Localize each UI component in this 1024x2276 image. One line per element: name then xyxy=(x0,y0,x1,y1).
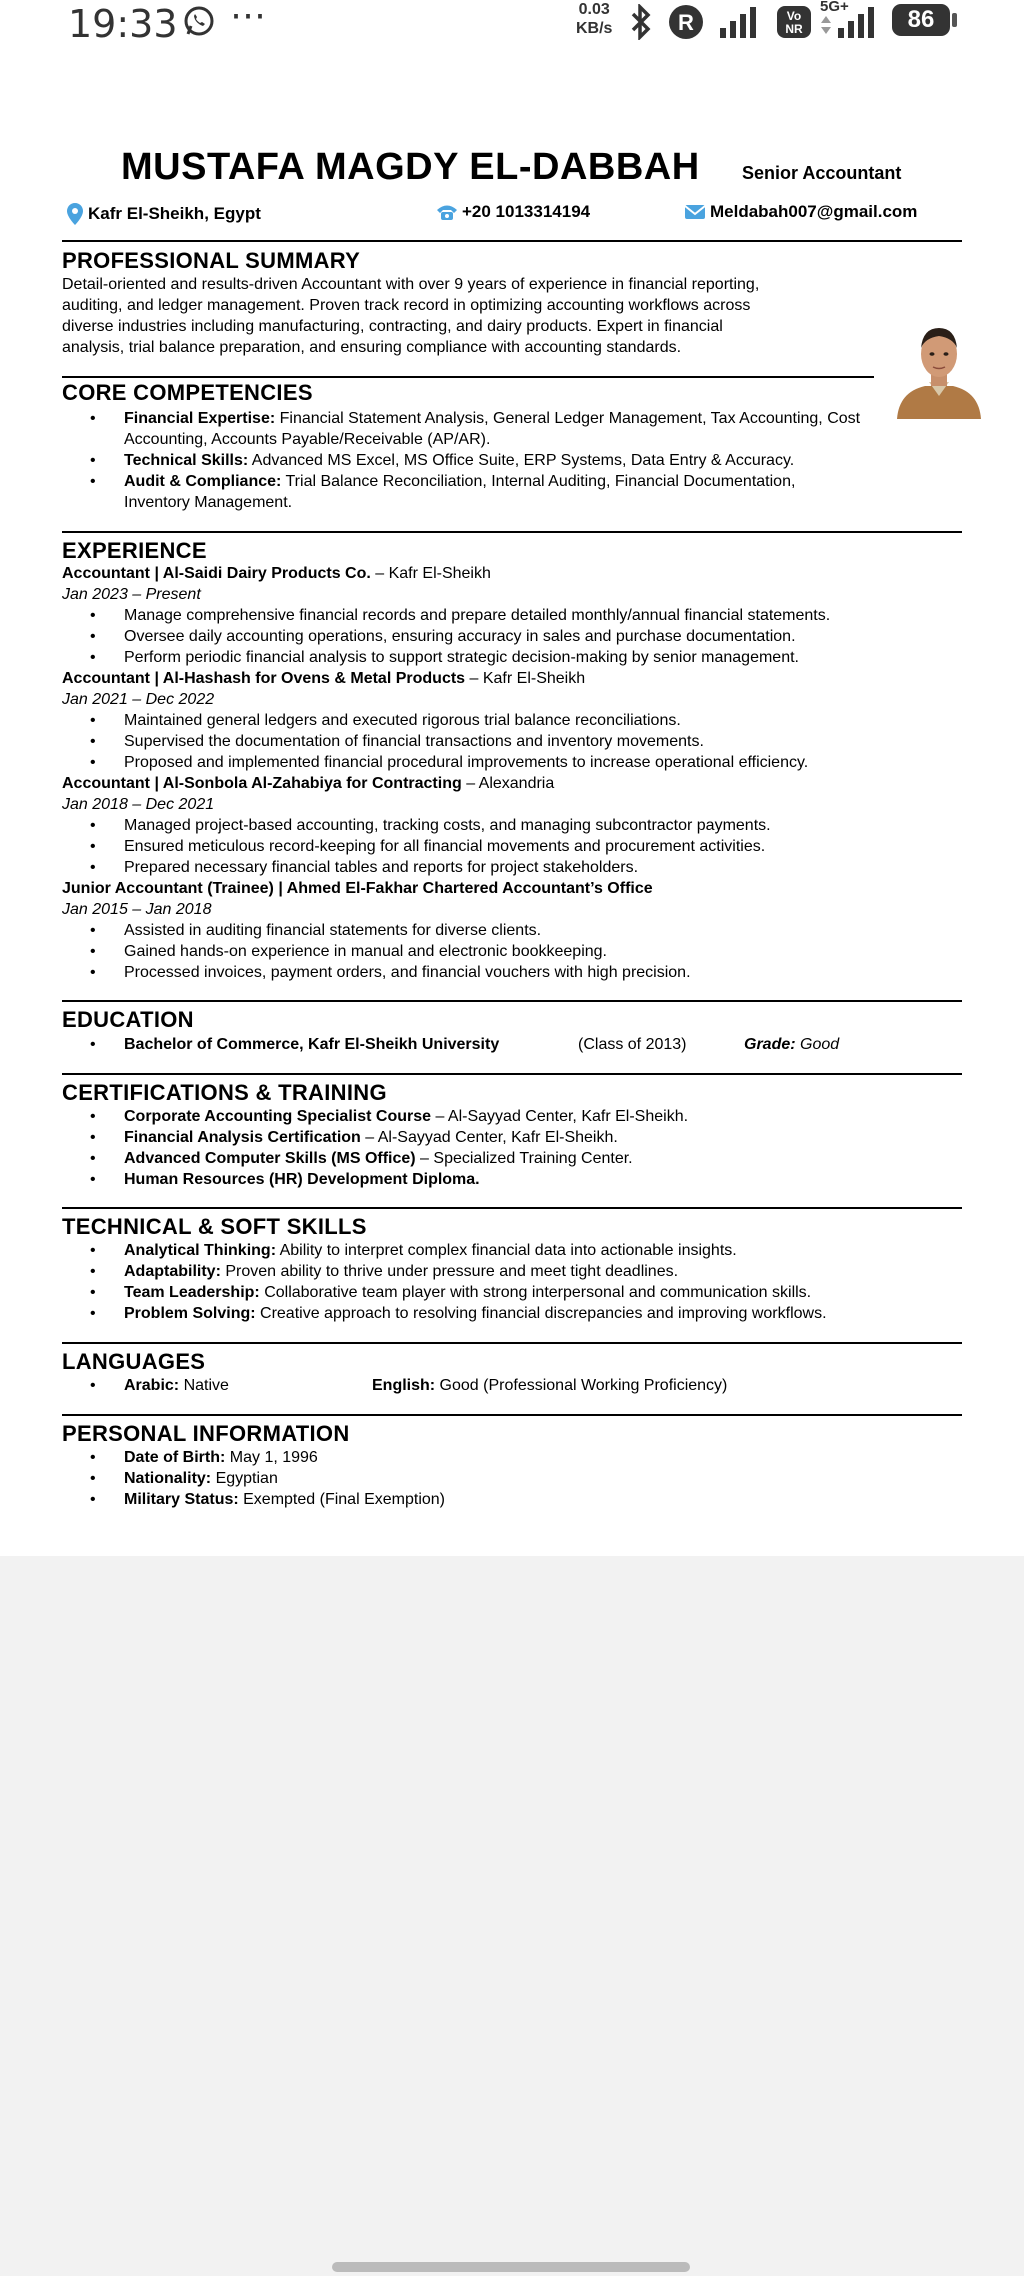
summary-line: diverse industries including manufacturing, contracting, and dairy products. Expert in financial xyxy=(62,318,723,335)
contact-phone xyxy=(436,202,590,222)
network-speed-unit: KB/s xyxy=(576,20,613,37)
item-text: Egyptian xyxy=(211,1470,278,1487)
item-text: May 1, 1996 xyxy=(225,1449,318,1466)
graduation-class: (Class of 2013) xyxy=(578,1036,687,1053)
job-bullets xyxy=(62,605,974,668)
item-text: Advanced MS Excel, MS Office Suite, ERP Systems, Data Entry & Accuracy. xyxy=(248,452,795,469)
item-label: Financial Analysis Certification xyxy=(124,1129,361,1146)
battery-icon xyxy=(952,13,957,27)
item-text: – Al-Sayyad Center, Kafr El-Sheikh. xyxy=(431,1108,689,1125)
item-label: Corporate Accounting Specialist Course xyxy=(124,1108,432,1125)
more-notifications-icon: ⋯ xyxy=(230,0,267,35)
list-item xyxy=(62,1169,974,1190)
item-text: Trial Balance Reconciliation, Internal Auditing, Financial Documentation, xyxy=(281,473,796,490)
job-title xyxy=(62,773,554,794)
job-title xyxy=(62,668,585,689)
divider xyxy=(62,1207,962,1209)
phone-icon xyxy=(436,203,458,221)
grade-value: Good xyxy=(795,1036,840,1053)
battery-level: 86 xyxy=(892,4,950,36)
job-location: – Kafr El-Sheikh xyxy=(465,670,586,687)
status-time: 19:33 xyxy=(68,2,178,46)
list-item xyxy=(62,1106,974,1127)
signal-2-icon xyxy=(836,4,876,45)
item-label: Financial Expertise: xyxy=(124,410,276,427)
item-label: Analytical Thinking: xyxy=(124,1242,277,1259)
job-location: – Alexandria xyxy=(461,775,555,792)
contact-location xyxy=(66,202,261,226)
resume-role: Senior Accountant xyxy=(742,163,902,183)
language-level: Native xyxy=(179,1377,229,1394)
personal-title: PERSONAL INFORMATION xyxy=(62,1421,350,1446)
summary-line: Detail-oriented and results-driven Accountant with over 9 years of experience in financial reporting, xyxy=(62,276,760,293)
language-label: Arabic: xyxy=(124,1377,180,1394)
certifications-list xyxy=(62,1106,974,1190)
volte-icon xyxy=(776,4,812,45)
competencies-list xyxy=(62,408,974,513)
item-text: Proven ability to thrive under pressure and meet tight deadlines. xyxy=(220,1263,679,1280)
divider xyxy=(62,531,962,533)
list-item: • Managed project-based accounting, tracking costs, and managing subcontractor payments. xyxy=(62,815,974,836)
whatsapp-icon xyxy=(182,4,216,43)
item-label: Human Resources (HR) Development Diploma. xyxy=(124,1171,480,1188)
list-item: • Manage comprehensive financial records and prepare detailed monthly/annual financial statements. xyxy=(62,605,974,626)
list-item: • Prepared necessary financial tables and reports for project stakeholders. xyxy=(62,857,974,878)
job-bullets xyxy=(62,815,974,878)
language-label: English: xyxy=(372,1377,436,1394)
item-label: Date of Birth: xyxy=(124,1449,226,1466)
list-item: • Gained hands-on experience in manual and electronic bookkeeping. xyxy=(62,941,974,962)
personal-list xyxy=(62,1447,974,1510)
job-role: Accountant | Al-Saidi Dairy Products Co. xyxy=(62,565,371,582)
list-item xyxy=(62,408,974,450)
list-item xyxy=(62,1261,974,1282)
contact-email xyxy=(684,202,917,222)
item-label: Adaptability: xyxy=(124,1263,221,1280)
list-item xyxy=(62,1468,974,1489)
item-label: Problem Solving: xyxy=(124,1305,256,1322)
email-icon xyxy=(684,203,706,221)
bluetooth-icon xyxy=(626,4,656,45)
job-dates: Jan 2018 – Dec 2021 xyxy=(62,796,215,813)
item-text: Collaborative team player with strong interpersonal and communication skills. xyxy=(259,1284,812,1301)
job-role: Accountant | Al-Hashash for Ovens & Metal Products xyxy=(62,670,466,687)
divider xyxy=(62,1342,962,1344)
svg-text:Vo: Vo xyxy=(786,9,802,23)
list-item xyxy=(62,1282,974,1303)
email-text: Meldabah007@gmail.com xyxy=(710,202,918,221)
list-item: • Processed invoices, payment orders, and financial vouchers with high precision. xyxy=(62,962,974,983)
list-item: • Proposed and implemented financial procedural improvements to increase operational efficiency. xyxy=(62,752,974,773)
list-item xyxy=(62,471,974,513)
list-item xyxy=(62,1489,974,1510)
signal-icon xyxy=(718,4,758,45)
job-title xyxy=(62,878,653,899)
divider xyxy=(62,1073,962,1075)
job-location: – Kafr El-Sheikh xyxy=(370,565,491,582)
item-text: Exempted (Final Exemption) xyxy=(238,1491,445,1508)
item-label: Technical Skills: xyxy=(124,452,249,469)
job-dates: Jan 2021 – Dec 2022 xyxy=(62,691,215,708)
list-item xyxy=(62,1375,974,1396)
profile-photo xyxy=(895,314,983,419)
experience-title: EXPERIENCE xyxy=(62,538,207,563)
education-title: EDUCATION xyxy=(62,1007,194,1032)
status-bar xyxy=(0,0,1024,50)
job-bullets xyxy=(62,710,974,773)
home-indicator[interactable] xyxy=(332,2262,690,2272)
list-item: • Assisted in auditing financial statements for diverse clients. xyxy=(62,920,974,941)
item-label: Military Status: xyxy=(124,1491,239,1508)
location-text: Kafr El-Sheikh, Egypt xyxy=(88,204,261,223)
item-label: Team Leadership: xyxy=(124,1284,260,1301)
viewer-background xyxy=(0,1556,1024,2276)
grade-label: Grade: xyxy=(744,1036,796,1053)
item-text: Ability to interpret complex financial data into actionable insights. xyxy=(276,1242,737,1259)
summary-line: analysis, trial balance preparation, and ensuring compliance with accounting standards. xyxy=(62,339,682,356)
svg-text:NR: NR xyxy=(785,22,803,36)
resume-document xyxy=(0,50,1024,1556)
job-bullets xyxy=(62,920,974,983)
competencies-title: CORE COMPETENCIES xyxy=(62,380,313,405)
grade xyxy=(744,1034,839,1055)
list-item xyxy=(62,1447,974,1468)
item-text: Creative approach to resolving financial discrepancies and improving workflows. xyxy=(255,1305,827,1322)
data-arrows-icon xyxy=(820,14,832,41)
network-speed xyxy=(576,0,612,38)
resume-name: MUSTAFA MAGDY EL-DABBAH xyxy=(121,146,700,188)
item-label: Audit & Compliance: xyxy=(124,473,282,490)
job-role: Accountant | Al-Sonbola Al-Zahabiya for Contracting xyxy=(62,775,462,792)
phone-text: +20 1013314194 xyxy=(462,202,591,221)
education-list xyxy=(62,1034,974,1055)
summary-text xyxy=(62,274,870,358)
network-type: 5G+ xyxy=(820,0,849,15)
item-text: Accounting, Accounts Payable/Receivable (AP/AR). xyxy=(124,431,491,448)
item-text: Financial Statement Analysis, General Ledger Management, Tax Accounting, Cost xyxy=(275,410,861,427)
divider xyxy=(62,1414,962,1416)
skills-list xyxy=(62,1240,974,1324)
list-item: • Ensured meticulous record-keeping for all financial movements and procurement activities. xyxy=(62,836,974,857)
item-text: – Specialized Training Center. xyxy=(415,1150,633,1167)
divider xyxy=(62,240,962,242)
item-label: Nationality: xyxy=(124,1470,212,1487)
divider xyxy=(62,376,874,378)
item-label: Advanced Computer Skills (MS Office) xyxy=(124,1150,416,1167)
language-level: Good (Professional Working Proficiency) xyxy=(435,1377,728,1394)
list-item xyxy=(62,1148,974,1169)
svg-text:R: R xyxy=(678,10,694,35)
list-item xyxy=(62,450,974,471)
degree: Bachelor of Commerce, Kafr El-Sheikh University xyxy=(124,1036,500,1053)
r-app-icon xyxy=(668,4,704,45)
job-role: Junior Accountant (Trainee) | Ahmed El-Fakhar Chartered Accountant’s Office xyxy=(62,880,653,897)
job-dates: Jan 2015 – Jan 2018 xyxy=(62,901,212,918)
list-item: • Oversee daily accounting operations, ensuring accuracy in sales and purchase documentation. xyxy=(62,626,974,647)
divider xyxy=(62,1000,962,1002)
list-item xyxy=(62,1240,974,1261)
summary-title: PROFESSIONAL SUMMARY xyxy=(62,248,361,273)
list-item xyxy=(62,1127,974,1148)
list-item: • Maintained general ledgers and executed rigorous trial balance reconciliations. xyxy=(62,710,974,731)
list-item xyxy=(62,1034,974,1055)
list-item: • Supervised the documentation of financial transactions and inventory movements. xyxy=(62,731,974,752)
location-pin-icon xyxy=(66,202,84,226)
language-english xyxy=(372,1375,727,1396)
network-speed-value: 0.03 xyxy=(578,1,610,18)
languages-title: LANGUAGES xyxy=(62,1349,206,1374)
skills-title: TECHNICAL & SOFT SKILLS xyxy=(62,1214,367,1239)
list-item: • Perform periodic financial analysis to support strategic decision-making by senior management. xyxy=(62,647,974,668)
job-title xyxy=(62,563,491,584)
summary-line: auditing, and ledger management. Proven track record in optimizing accounting workflows across xyxy=(62,297,751,314)
item-text: – Al-Sayyad Center, Kafr El-Sheikh. xyxy=(360,1129,618,1146)
item-text: Inventory Management. xyxy=(124,494,293,511)
certifications-title: CERTIFICATIONS & TRAINING xyxy=(62,1080,387,1105)
job-dates: Jan 2023 – Present xyxy=(62,586,201,603)
languages-list xyxy=(62,1375,974,1396)
list-item xyxy=(62,1303,974,1324)
